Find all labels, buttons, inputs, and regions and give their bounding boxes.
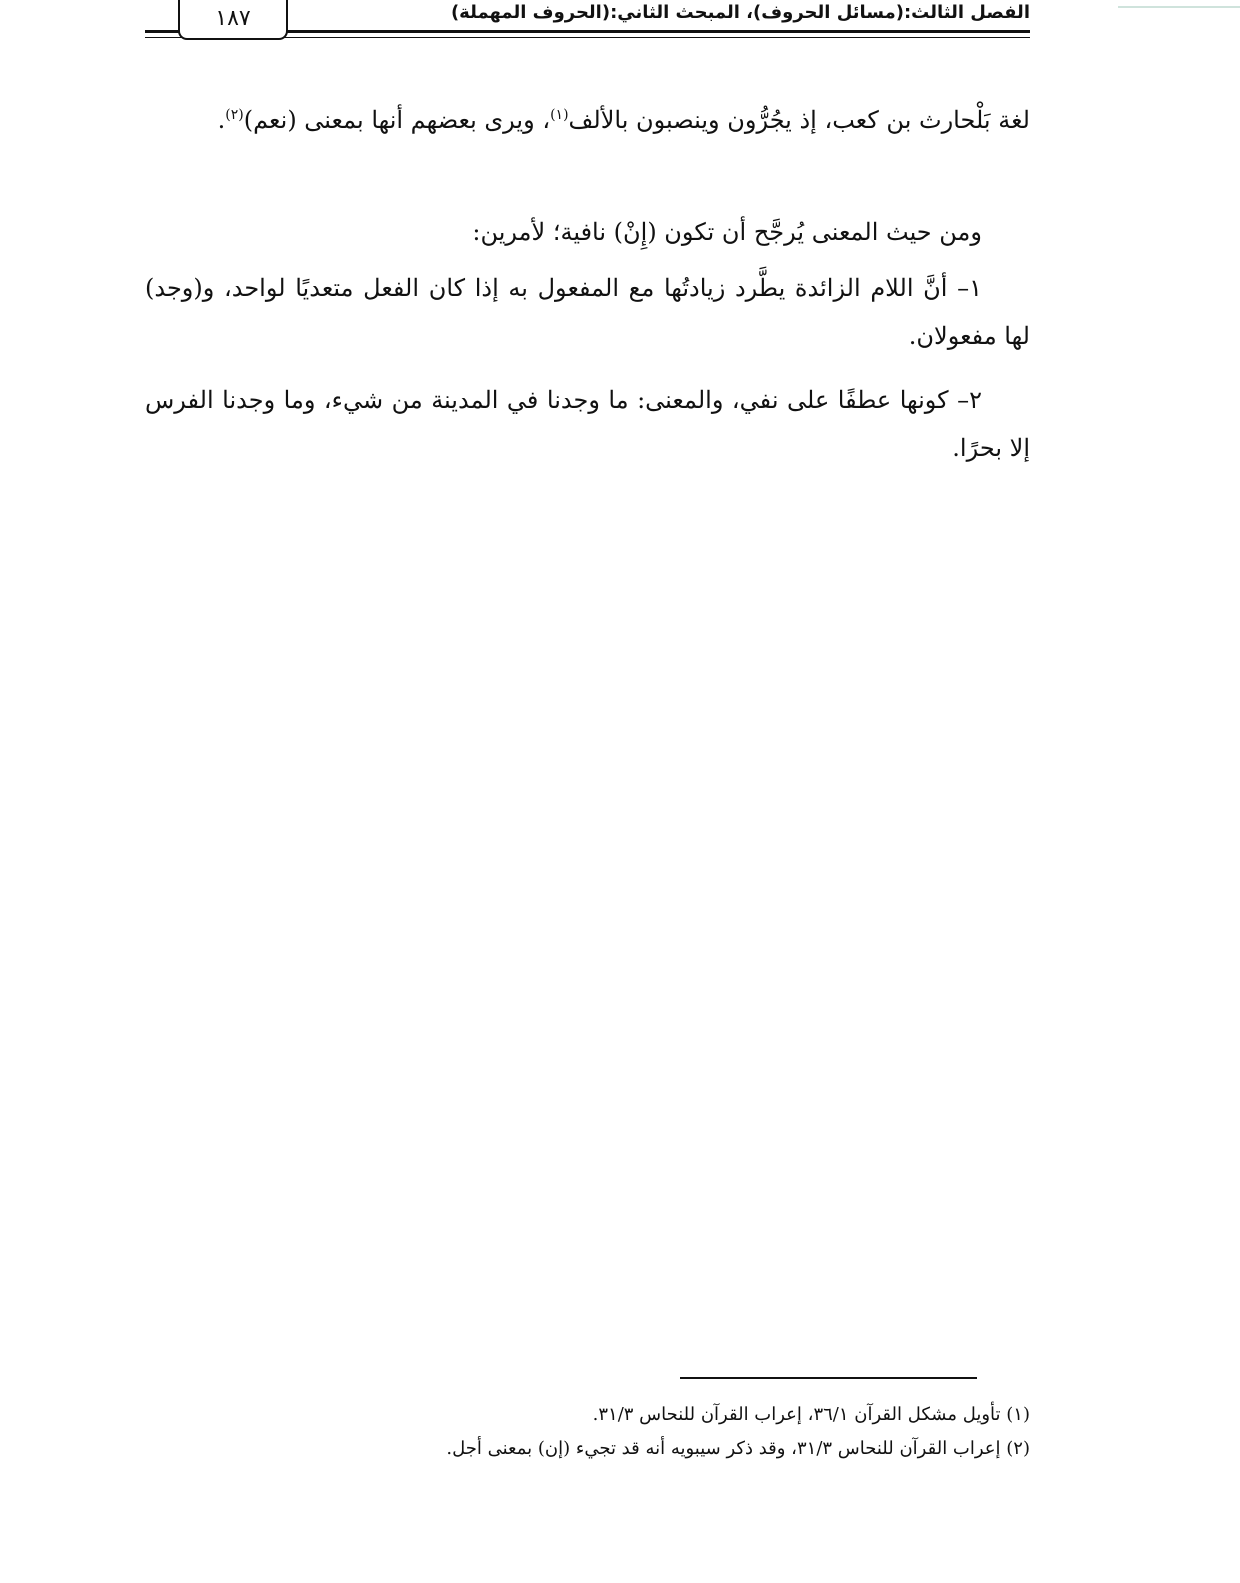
page-number: ١٨٧: [178, 0, 288, 40]
footnotes-section: [145, 1398, 1030, 1466]
footnote-2: (٢) إعراب القرآن للنحاس ٣١/٣، وقد ذكر سيبويه أنه قد تجيء (إن) بمعنى أجل.: [446, 1438, 1030, 1459]
running-header: [145, 0, 1030, 42]
footnote-ref-2[interactable]: (٢): [225, 107, 244, 123]
paragraph-text: ، ويرى بعضهم أنها بمعنى (نعم): [243, 106, 551, 134]
corner-tab-decoration: [1118, 0, 1240, 8]
footnote-1: (١) تأويل مشكل القرآن ٣٦/١، إعراب القرآن للنحاس ٣١/٣.: [592, 1404, 1030, 1425]
paragraph-text: لغة بَلْحارث بن كعب، إذ يجُرُّون وينصبون بالألف: [568, 106, 1030, 134]
footnote-separator: [680, 1377, 977, 1379]
point-one: ١– أنَّ اللام الزائدة يطَّرد زيادتُها مع المفعول به إذا كان الفعل متعديًا لواحد، و(وجد) لها مفعولان.: [145, 274, 1030, 350]
point-two: ٢– كونها عطفًا على نفي، والمعنى: ما وجدنا في المدينة من شيء، وما وجدنا الفرس إلا بحرًا.: [145, 386, 1030, 462]
paragraph-intro: ومن حيث المعنى يُرجَّح أن تكون (إِنْ) نافية؛ لأمرين:: [472, 218, 982, 246]
paragraph-continuation: [145, 96, 1030, 144]
chapter-title: الفصل الثالث:(مسائل الحروف)، المبحث الثاني:(الحروف المهملة): [450, 2, 1030, 23]
footnote-ref-1[interactable]: (١): [550, 107, 569, 123]
paragraph-text: .: [217, 106, 226, 134]
